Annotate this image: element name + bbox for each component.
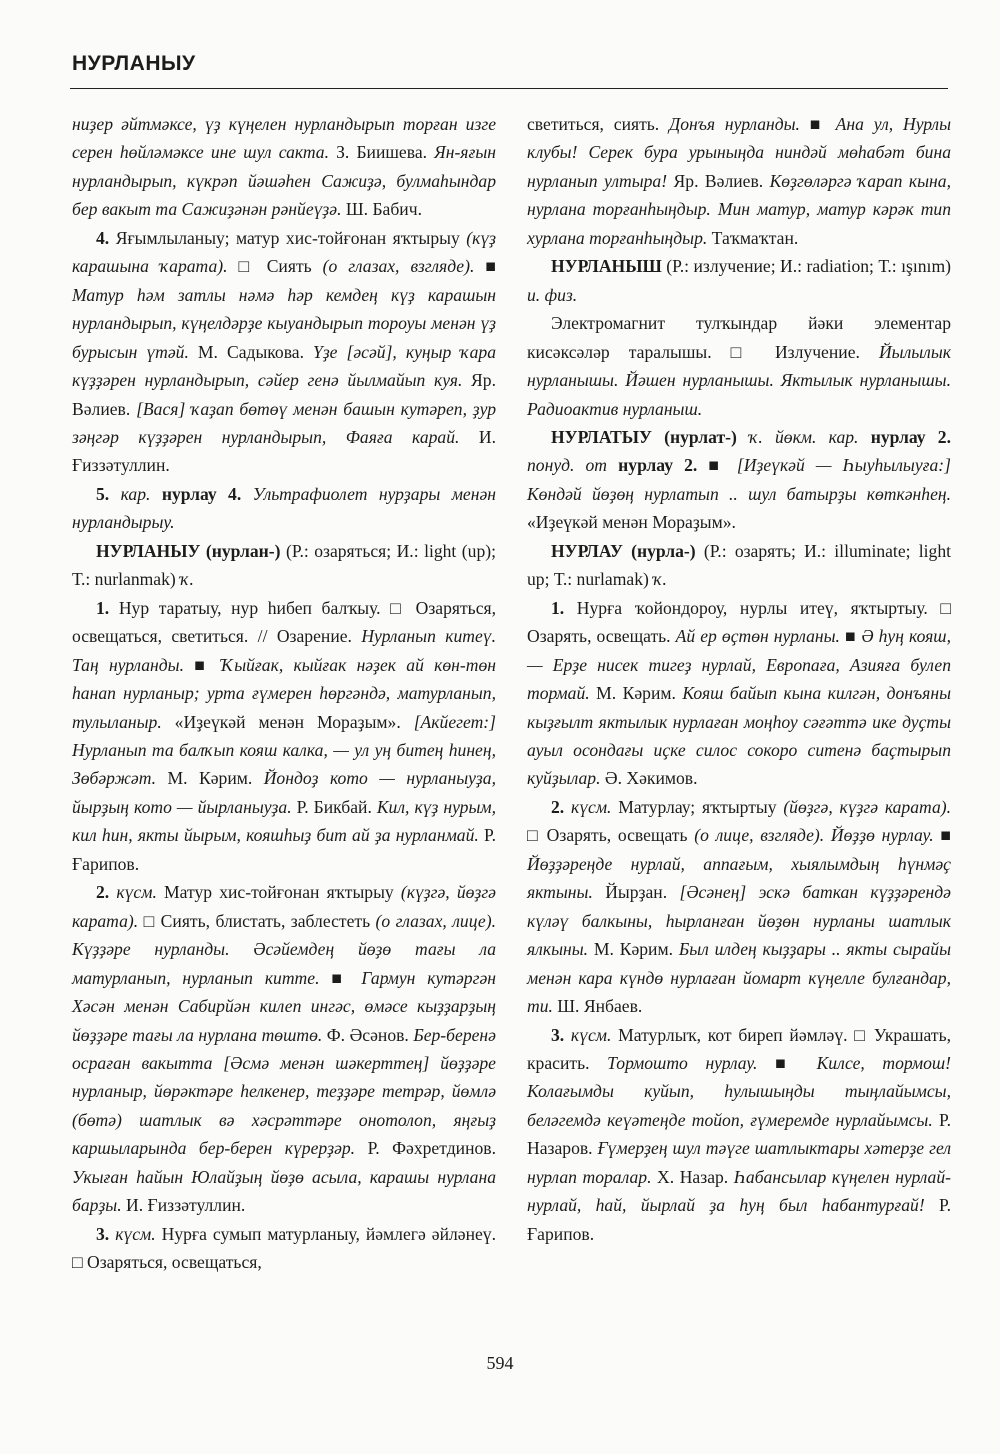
header-rule: [70, 88, 948, 89]
running-head: НУРЛАНЫУ: [72, 52, 196, 75]
entry-paragraph: Электромагнит тулҡындар йәки элементар кисәксәләр таралышы. □ Излучение. Йылылык нурланышы. Йәшен нурланышы. Яктылык нурланышы. Радиоактив нурланыш.: [527, 313, 951, 419]
entry-paragraph: 4. Яғымлыланыу; матур хис-тойғонан яҡтырыу (күҙ карашына ҡарата). □ Сиять (о глазах, взгляде). ■ Матур һәм затлы нәмә һәр кемдең күҙ карашын нурландырып, күңелдәрҙе кыуандырып тороуы менән үҙ бурысын үтәй. М. Садыкова. Үҙе [әсәй], куңыр ҡара күҙҙәрен нурландырып, сәйер генә йылмайып куя. Яр. Вәлиев. [Вася] ҡаҙап бөтөү менән башын кутәреп, ҙур зәңгәр күҙҙәрен нурландырып, Фаяға карай. И. Ғиззәтуллин.: [72, 227, 497, 476]
entry-paragraph: 3. күсм. Нурға сумып матурланыу, йәмлегә әйләнеү. □ Озаряться, освещаться,: [72, 1223, 496, 1273]
entry-paragraph: НУРЛАНЫУ (нурлан-) (Р.: озаряться; И.: light (up); Т.: nurlanmak) ҡ.: [72, 540, 496, 590]
entry-paragraph: 1. Нурға ҡойондороу, нурлы итеү, яҡтыртыу. □ Озарять, освещать. Ай ер өҫтөн нурланы. ■ Ә һуң кояш, — Ерҙе нисек тигеҙ нурлай, Европаға, Азияға булеп тормай. М. Кәрим. Кояш байып кына килгән, донъяны кыҙғылт яктылык нурлаған моңһоу сәғәттә ике дуҫты ауыл осондағы иҫке силос сокоро ситенә баҫтырып куйҙылар. Ә. Хәкимов.: [527, 597, 951, 789]
entry-paragraph: НУРЛАУ (нурла-) (Р.: озарять; И.: illuminate; light up; Т.: nurlamak) ҡ.: [527, 540, 951, 590]
entry-paragraph: 2. күсм. Матурлау; яҡтыртыу (йөҙгә, күҙгә карата). □ Озарять, освещать (о лице, взгляде). Йөҙҙө нурлау. ■ Йөҙҙәреңде нурлай, аппағым, хыялымдың һүнмәҫ яктыны. Йырҙан. [Әсәнең] эскә баткан күҙҙәрендә күләү балкыны, һырланған йөҙөн нурланы шатлык ялкыны. М. Кәрим. Был илдең кыҙҙары .. якты сырайы менән кара күндө нурлаған йомарт күңелле булғандар, ти. Ш. Янбаев.: [527, 796, 951, 1017]
entry-paragraph: ниҙер әйтмәксе, үҙ күңелен нурландырып торған изге серен һөйләмәксе ине шул сакта. З. Биишева. Ян-яғын нурландырып, күкрәп йәшәһен Сажиҙә, булмаһындар бер вакыт та Сажиҙәнән рәнйеүҙә. Ш. Бабич.: [72, 114, 496, 220]
entry-paragraph: 1. Нур таратыу, нур һибеп балҡыу. □ Озаряться, освещаться, светиться. // Озарение. Нурланып китеү. Таң нурланды. ■ Ҡыйғак, кыйғак нәҙек ай көн-төн һанап нурланыр; урта ғүмерен һөргәндә, матурланып, тулыланыр. «Иҙеүкәй менән Мораҙым». [Акйегет:] Нурланып та балҡып кояш калка, — ул уң битең һинең, Зөбәржәт. М. Кәрим. Йондоҙ кото — нурланыуҙа, йырҙың кото — йырланыуҙа. Р. Бикбай. Кил, күҙ нурым, кил һин, якты йырым, кояшһыҙ бит ай ҙа нурланмай. Р. Ғарипов.: [72, 597, 496, 874]
entry-paragraph: НУРЛАНЫШ (Р.: излучение; И.: radiation; Т.: ışınım) и. физ.: [527, 256, 951, 305]
entry-paragraph: 3. күсм. Матурлыҡ, кот биреп йәмләү. □ Украшать, красить. Тормошто нурлау. ■ Килсе, тормош! Колағымды куйып, һулышыңды тыңлайымсы, беләгемдә кеүәтеңде тойоп, ғүмеремде нурлайымсы. Р. Назаров. Ғүмерҙең шул тәүге шатлыктары хәтерҙе гел нурлап торалар. Х. Назар. Һабансылар күңелен нурлай-нурлай, һай, йырлай ҙа һуң был һабантурғай! Р. Ғарипов.: [527, 1024, 952, 1244]
entry-paragraph: 5. кар. нурлау 4. Ультрафиолет нурҙары менән нурландырыу.: [72, 483, 496, 533]
left-column: [72, 110, 496, 1277]
entry-paragraph: НУРЛАТЫУ (нурлат-) ҡ. йөкм. кар. нурлау 2. понуд. от нурлау 2. ■ [Иҙеүкәй — Һыуһылыуға:] Көндәй йөҙөң нурлатып .. шул батырҙы көткәнһең. «Иҙеүкәй менән Мораҙым».: [527, 426, 951, 533]
right-column: [527, 110, 951, 1248]
page-number: 594: [486, 1353, 514, 1373]
entry-paragraph: 2. күсм. Матур хис-тойғонан яҡтырыу (күҙгә, йөҙгә карата). □ Сиять, блистать, заблестеть (о глазах, лице). Күҙҙәре нурланды. Әсәйемдең йөҙө тағы ла матурланып, нурланып китте. ■ Гармун кутәргән Хәсән менән Сабирйән килеп ингәс, өмәсе кыҙҙарҙың йөҙҙәре тағы ла нурлана төштө. Ф. Әсәнов. Бер-беренә осраған вакытта [Әсмә менән шәкерттең] йөҙҙәре нурланыр, йөрәктәре һелкенер, теҙҙәре тетрәр, йөмлә (бөтә) шатлык вә хәсрәттәре онотолоп, яңғыҙ каршыларында бер-берен күрерҙәр. Р. Фәхретдинов. Укыған һайын Юлайҙың йөҙө асыла, карашы нурлана барҙы. И. Ғиззәтуллин.: [72, 882, 497, 1216]
entry-paragraph: светиться, сиять. Донъя нурланды. ■ Ана ул, Нурлы клубы! Серек бура урыныңда ниндәй мөһабәт бина нурланып ултыра! Яр. Вәлиев. Көҙгөләргә ҡарап кына, нурлана торғанһыңдыр. Мин матур, матур кәрәк тип хурлана торғанһыңдыр. Таҡмаҡтан.: [527, 114, 951, 248]
